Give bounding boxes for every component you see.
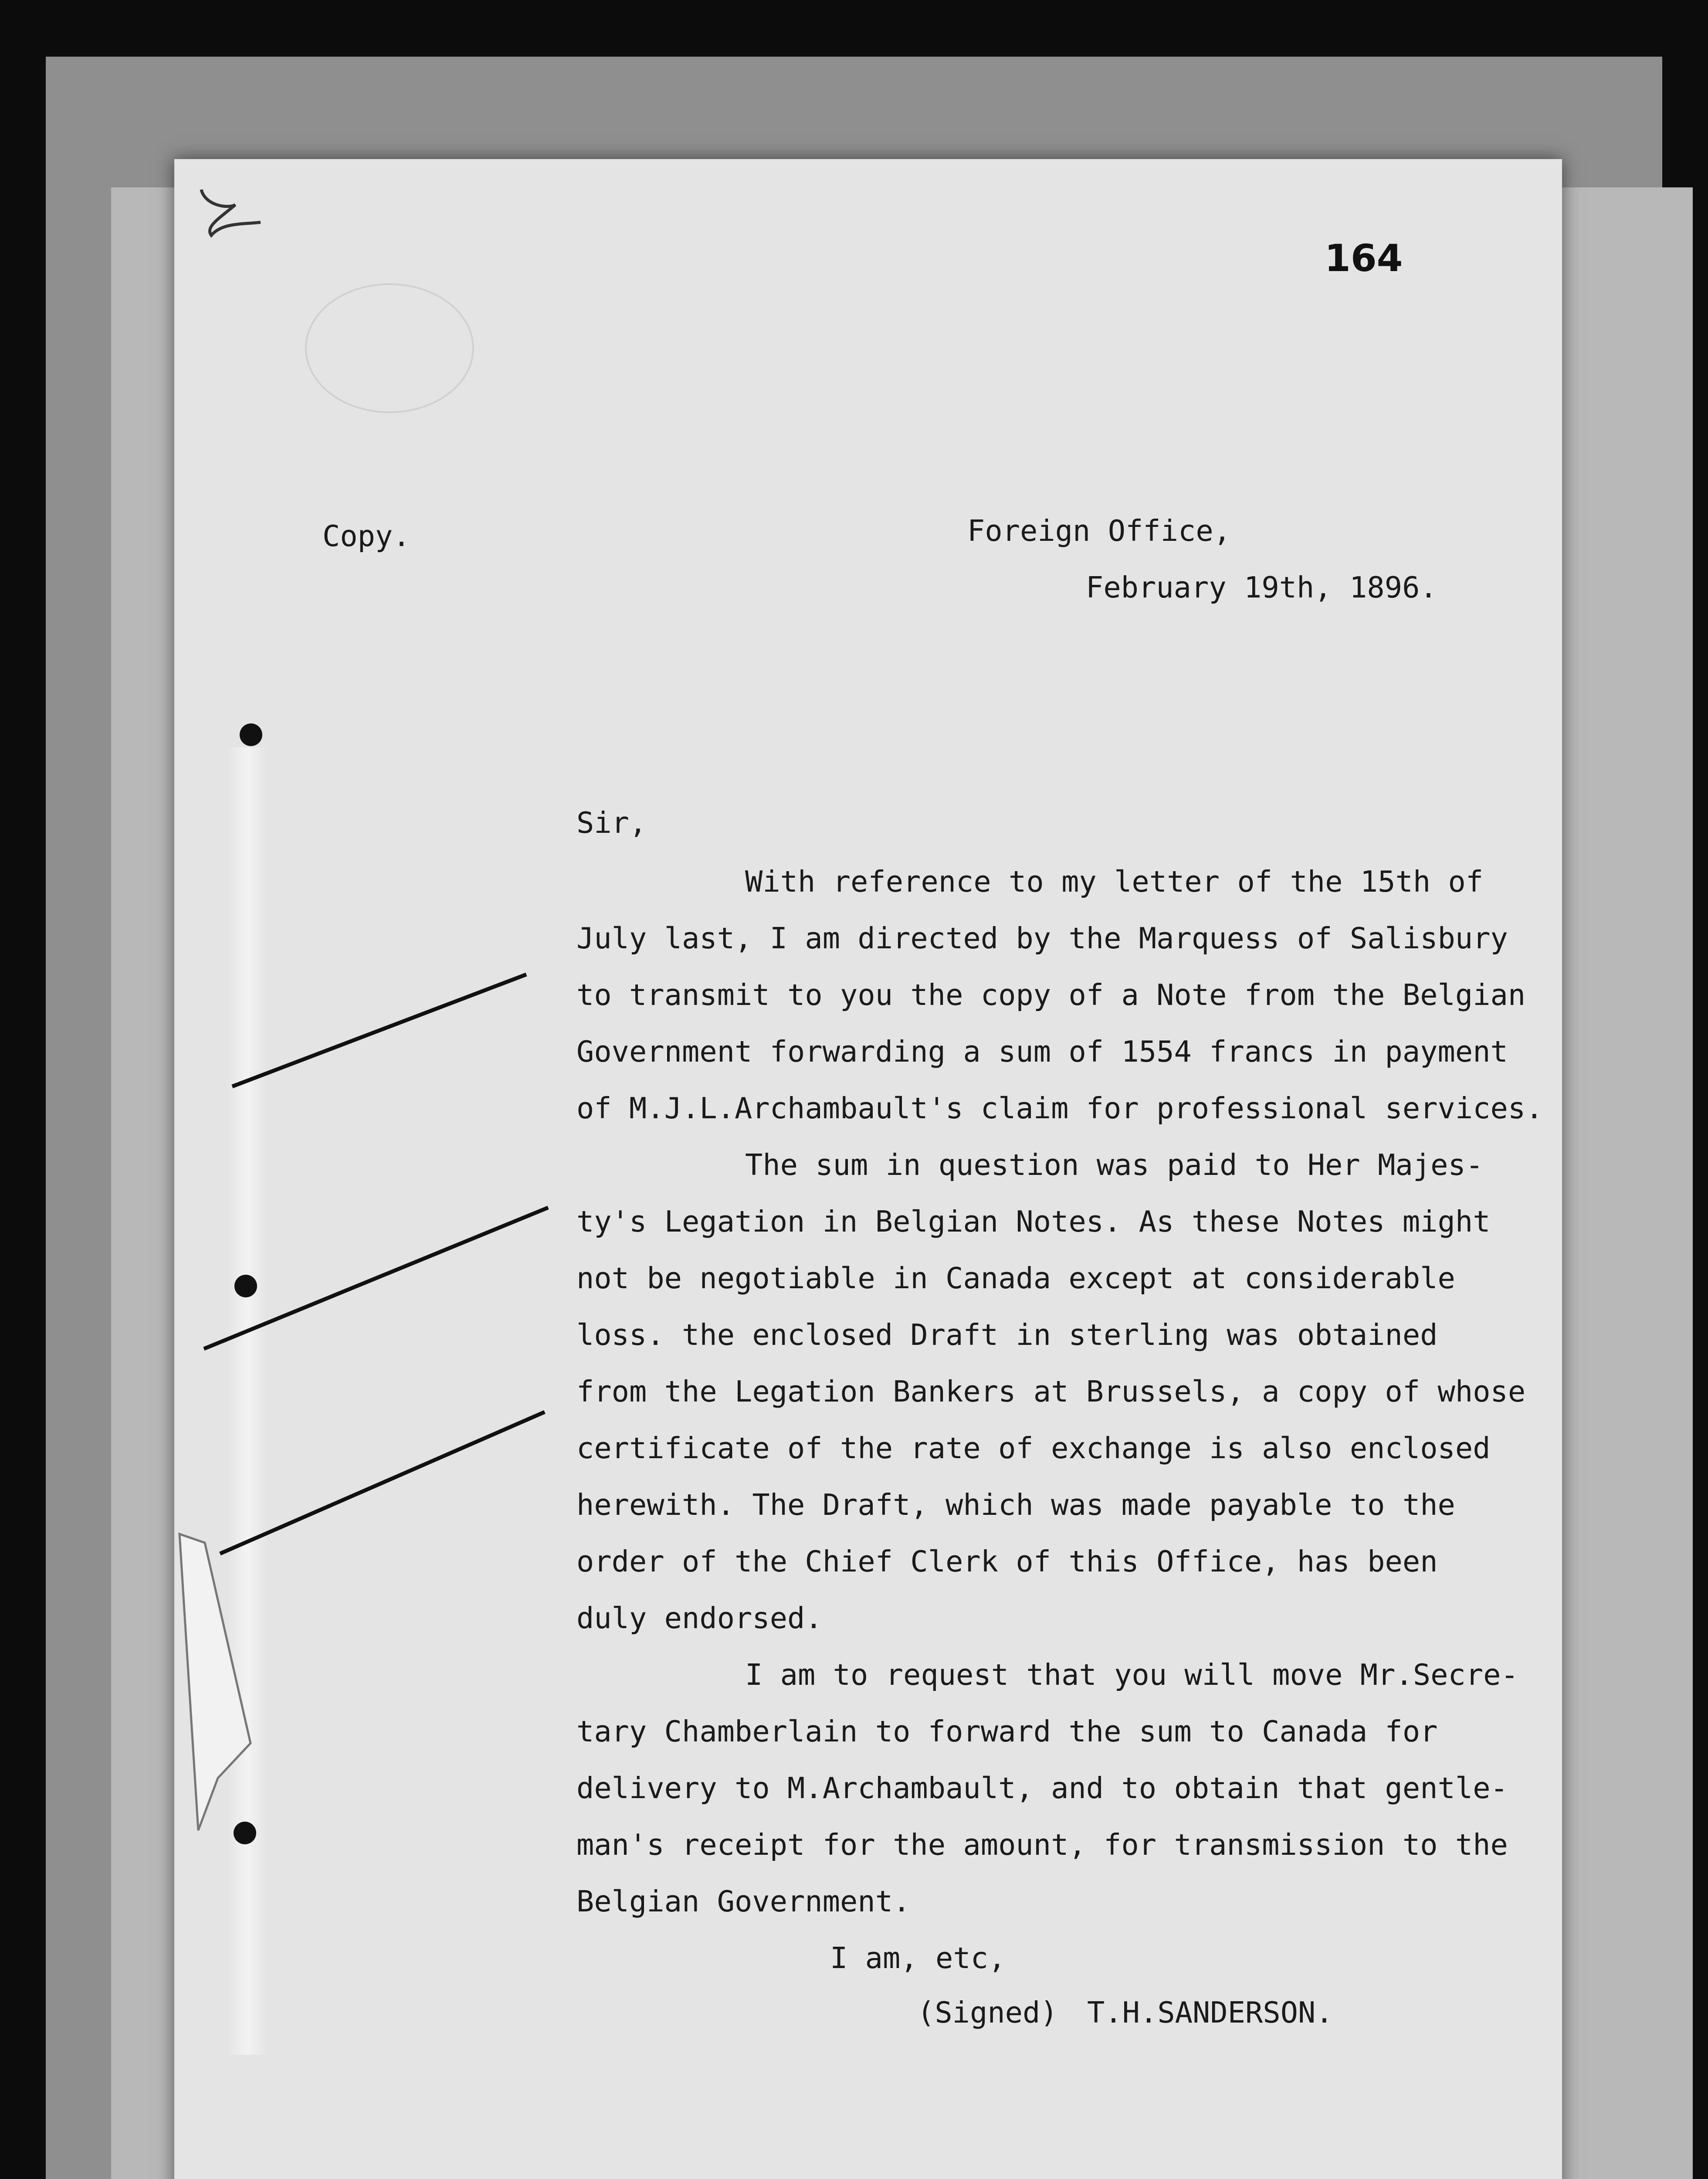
sender-line: Foreign Office, <box>967 514 1231 548</box>
date-line: February 19th, 1896. <box>1086 570 1437 604</box>
body-line: ty's Legation in Belgian Notes. As these Notes might <box>576 1205 1491 1239</box>
body-line: tary Chamberlain to forward the sum to Canada for <box>576 1714 1438 1748</box>
body-line: With reference to my letter of the 15th of <box>745 865 1484 899</box>
signature-prefix: (Signed) <box>917 1996 1058 2030</box>
body-line: The sum in question was paid to Her Majes- <box>745 1148 1484 1182</box>
page-number: 164 <box>1325 237 1403 280</box>
margin-strike-line <box>232 974 526 1086</box>
body-line: from the Legation Bankers at Brussels, a copy of whose <box>576 1375 1526 1409</box>
body-line: Belgian Government. <box>576 1884 911 1918</box>
body-line: man's receipt for the amount, for transmission to the <box>576 1828 1508 1862</box>
signature-name: T.H.SANDERSON. <box>1087 1996 1333 2030</box>
body-line: to transmit to you the copy of a Note from the Belgian <box>576 978 1526 1012</box>
body-line: July last, I am directed by the Marquess of Salisbury <box>576 921 1508 955</box>
body-line: loss. the enclosed Draft in sterling was obtained <box>576 1318 1438 1352</box>
body-line: I am to request that you will move Mr.Secre- <box>745 1658 1518 1692</box>
copy-label: Copy. <box>322 519 410 553</box>
salutation: Sir, <box>576 806 647 840</box>
closing-line: I am, etc, <box>830 1941 1006 1975</box>
body-line: order of the Chief Clerk of this Office, has been <box>576 1544 1438 1578</box>
body-line: herewith. The Draft, which was made payable to the <box>576 1488 1455 1522</box>
body-line: Government forwarding a sum of 1554 francs in payment <box>576 1035 1508 1069</box>
body-line: of M.J.L.Archambault's claim for professional services. <box>576 1091 1543 1125</box>
handwritten-initials <box>201 190 261 235</box>
body-line: duly endorsed. <box>576 1601 823 1635</box>
body-line: delivery to M.Archambault, and to obtain that gentle- <box>576 1771 1508 1805</box>
margin-strike-line <box>204 1208 548 1349</box>
margin-strike-line <box>220 1412 545 1554</box>
body-line: not be negotiable in Canada except at considerable <box>576 1261 1455 1295</box>
body-line: certificate of the rate of exchange is also enclosed <box>576 1431 1491 1465</box>
folded-tab <box>180 1534 251 1830</box>
